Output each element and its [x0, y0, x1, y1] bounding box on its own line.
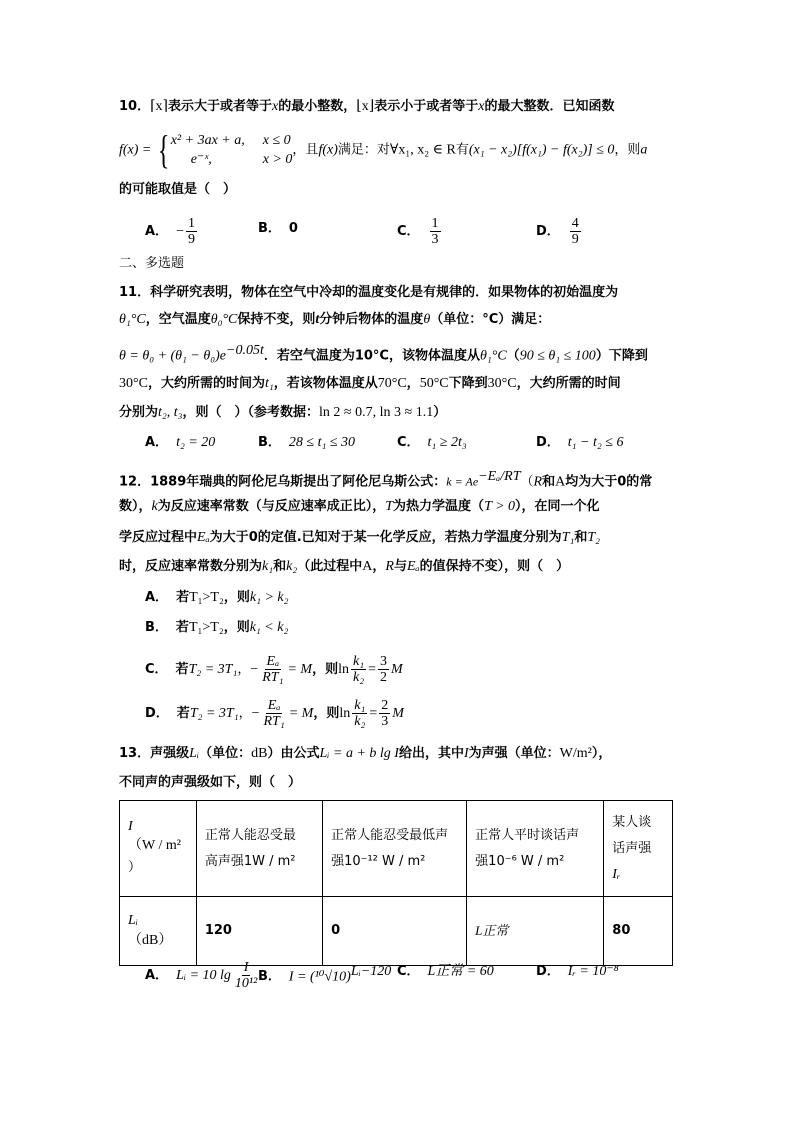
option-label: B． [258, 221, 281, 236]
ln: ln [339, 706, 351, 721]
text: 与 [393, 559, 407, 574]
sign: − [250, 662, 259, 677]
text: ）， [591, 746, 612, 761]
math-var: A [555, 474, 566, 490]
q13-option-d[interactable] [536, 962, 619, 982]
text: ，则 [312, 662, 339, 677]
sound-level-table [119, 800, 673, 966]
text: 的最小整数， [278, 99, 357, 114]
text: （ [520, 474, 534, 490]
numerator: 1 [431, 216, 439, 231]
text: ）由公式 [267, 746, 320, 761]
text: ） [128, 859, 142, 875]
q12-line4 [119, 557, 569, 577]
text: 高声强1W / m² [204, 853, 296, 869]
text: 强10⁻¹² W / m² [331, 853, 426, 869]
table-cell [604, 801, 673, 897]
fraction [352, 698, 367, 729]
math: 90 ≤ θ₁ ≤ 100 [519, 348, 596, 364]
text: ，则（ ）（参考数据： [182, 405, 320, 420]
q11-line3 [119, 341, 648, 366]
numerator: 3 [379, 654, 387, 669]
denominator: 3 [381, 714, 389, 729]
q12-option-c[interactable] [145, 654, 403, 685]
table-cell [323, 801, 467, 897]
q12-number: 12． [119, 474, 151, 490]
option-label: B． [258, 969, 281, 985]
math: θ₁°C [479, 348, 507, 364]
text: 声强级 [150, 746, 190, 761]
numerator: k₁ [352, 654, 365, 669]
q13-line2 [119, 773, 301, 793]
math-var: Lᵢ [189, 746, 200, 761]
denominator: 2 [379, 670, 387, 685]
numerator: k₁ [354, 698, 366, 713]
math-var: T₁ [561, 530, 575, 545]
math: f(x) [318, 142, 338, 158]
table-cell: 80 [604, 897, 673, 966]
unit: （W / m² [128, 837, 181, 853]
math-var: R [533, 474, 543, 490]
text: ，且 [292, 142, 319, 158]
text: 为反应速率常数（与反应速率成正比）， [157, 499, 386, 514]
q12-line2 [119, 497, 600, 517]
q11-line1 [119, 283, 618, 303]
exponent: Lᵢ−120 [350, 964, 392, 979]
math-var: a [640, 142, 648, 158]
sign: − [251, 706, 260, 721]
fraction [378, 654, 389, 685]
math: 30°C [119, 376, 148, 391]
section-heading: 二、多选题 [119, 256, 185, 271]
text: 正常人能忍受最 [204, 827, 296, 843]
text: ，若该物体温度从 [273, 376, 378, 391]
option-label: B． [258, 435, 281, 450]
numerator: Eₐ [266, 654, 280, 669]
option-label: A． [145, 435, 169, 450]
denominator: 9 [187, 232, 195, 247]
fraction [430, 216, 441, 247]
case2-expr: e⁻ˣ, [190, 152, 212, 167]
q11-line2 [119, 310, 550, 330]
text: 强10⁻⁶ W / m² [475, 853, 565, 869]
math-var: M [392, 706, 404, 721]
option-label: B． [145, 620, 168, 635]
text: ，则 [223, 620, 250, 635]
text: 和 [273, 559, 287, 574]
option-label: C． [397, 224, 420, 239]
q11-option-a[interactable] [145, 433, 215, 453]
q11-option-d[interactable] [536, 433, 623, 453]
q12-option-d[interactable] [145, 698, 404, 729]
text: 为大于 [209, 530, 249, 545]
q10-option-c[interactable] [397, 216, 443, 247]
text: 若 [175, 662, 189, 677]
math-var: x [272, 99, 279, 114]
sign: − [176, 224, 184, 239]
numerator: 2 [381, 698, 389, 713]
text: ， [237, 662, 251, 677]
option-label: A． [145, 590, 169, 605]
option-label: C． [397, 964, 420, 979]
text: ，空气温度 [145, 312, 211, 327]
unit: dB [251, 746, 268, 761]
q12-option-b[interactable] [145, 618, 288, 638]
option-label: D． [145, 706, 169, 721]
q12-line1 [119, 467, 652, 492]
q10-number: 10． [119, 99, 151, 114]
text: 的可能取值是（ ） [119, 182, 237, 197]
q11-line4 [119, 374, 621, 394]
table-cell [467, 801, 604, 897]
condition: T₁>T₂ [189, 590, 224, 605]
math: 50°C [419, 376, 449, 391]
condition: T₁>T₂ [188, 620, 224, 635]
denominator: RT₁ [263, 714, 285, 729]
text: ．若空气温度为10°C，该物体温度从 [263, 348, 480, 364]
case1-expr: x² + 3ax + a, [170, 133, 245, 148]
text: 表示小于或者等于 [374, 99, 479, 114]
text: 和 [542, 474, 556, 490]
exponent: −0.05t [226, 343, 264, 358]
numerator: 1 [187, 216, 195, 231]
text: ），在同一个化 [515, 499, 600, 514]
text: 为声强（单位： [468, 746, 560, 761]
ln: ln [338, 662, 349, 677]
math-var: k [151, 499, 158, 514]
text: 时，反应速率常数分别为 [119, 559, 263, 574]
text: 的常 [626, 474, 653, 490]
denominator: RT₁ [262, 670, 284, 685]
denominator: k₂ [352, 670, 365, 685]
text: 的值保持不变），则（ ） [419, 559, 570, 574]
option-label: D． [536, 964, 560, 979]
text: ， [372, 559, 386, 574]
option-text: t₂ = 20 [176, 435, 216, 450]
numerator: I [243, 960, 249, 975]
denominator: k₂ [354, 714, 366, 729]
text: ， [238, 706, 252, 721]
text: 正常人平时谈话声 [475, 827, 580, 843]
cases [171, 132, 293, 168]
denominator: 9 [571, 232, 579, 247]
math: T > 0 [484, 499, 516, 514]
math-var: θ [423, 312, 431, 327]
text: 为热力学温度（ [393, 499, 485, 514]
math: L正常 = 60 [427, 964, 494, 979]
text: ，则 [614, 142, 641, 158]
section-title [119, 254, 184, 274]
text: （单位：°C）满足： [430, 312, 551, 327]
q13-option-a[interactable] [145, 960, 261, 991]
fraction [260, 654, 285, 685]
case2-cond: x > 0 [262, 152, 293, 167]
text: 科学研究表明，物体在空气中冷却的温度变化是有规律的．如果物体的初始温度为 [150, 285, 619, 300]
text: 正常人能忍受最低声 [331, 827, 449, 843]
text: （此过程中 [297, 559, 363, 574]
equals: = [369, 706, 378, 721]
math-var: I [128, 818, 133, 834]
numerator: Eₐ [267, 698, 281, 713]
unit: W/m² [559, 746, 592, 761]
q10-line3 [119, 180, 236, 200]
q13-line1 [119, 744, 611, 764]
fraction [379, 698, 390, 729]
cooling-formula: θ = θ₀ + (θ₁ − θ₀)e [119, 348, 226, 364]
unit: （dB） [128, 933, 173, 948]
text: 分别为 [119, 405, 159, 420]
text: 若 [176, 706, 190, 721]
table-row-intensity [120, 801, 673, 897]
text: 不同声的声强级如下，则（ ） [119, 775, 302, 790]
option-label: C． [397, 435, 420, 450]
reference-data: ln 2 ≈ 0.7, ln 3 ≈ 1.1 [319, 405, 434, 420]
option-text: 0 [288, 221, 298, 236]
math-var: M [390, 662, 403, 677]
q11-option-b[interactable] [258, 433, 355, 453]
math-var: Eₐ [197, 530, 210, 545]
q13-option-b[interactable] [258, 962, 391, 987]
fraction [570, 216, 581, 247]
ceil-notation: ⌈x⌉ [150, 99, 169, 114]
table-cell: 0 [323, 897, 467, 966]
q10-option-b[interactable] [258, 219, 298, 239]
condition: T₂ = 3T₁ [188, 662, 238, 677]
math: t₁ [264, 376, 274, 391]
math-var: Lᵢ [128, 913, 139, 928]
arrhenius-formula: k = Ae [446, 474, 479, 489]
math-var: x [478, 99, 485, 114]
math-var: Iᵣ [612, 866, 621, 882]
q10-option-d[interactable] [536, 216, 583, 247]
option-text: t₁ − t₂ ≤ 6 [567, 435, 624, 450]
math-var: T₂ [587, 530, 601, 545]
text: ， [406, 376, 420, 391]
text: 0 [248, 530, 258, 545]
year: 1889 [150, 474, 187, 490]
q11-line5 [119, 403, 446, 423]
text: 年瑞典的阿伦尼乌斯提出了阿伦尼乌斯公式： [186, 474, 447, 490]
q10-line1 [119, 97, 614, 117]
denominator: 10¹² [234, 976, 258, 991]
q12-option-a[interactable] [145, 588, 288, 608]
option-label: A． [145, 968, 169, 983]
text: 保持不变，则 [237, 312, 316, 327]
text: 下降到 [448, 376, 488, 391]
text: ，大约所需的时间为 [147, 376, 265, 391]
text: 和 [574, 530, 588, 545]
math: θ₀°C [210, 312, 238, 327]
brace-icon: { [157, 127, 169, 172]
text: 的定值.已知对于某一化学反应，若热力学温度分别为 [257, 530, 562, 545]
text: ，则 [223, 590, 250, 605]
option-label: D． [536, 435, 560, 450]
table-cell: 120 [196, 897, 322, 966]
text: 话声强 [612, 840, 652, 856]
case1-cond: x ≤ 0 [262, 133, 291, 148]
text: 若 [176, 590, 190, 605]
option-label: C． [145, 662, 168, 677]
q13-option-c[interactable] [397, 962, 494, 982]
math: = M [288, 706, 314, 721]
text: 表示大于或者等于 [168, 99, 273, 114]
option-text: 28 ≤ t₁ ≤ 30 [288, 435, 356, 450]
math: θ₁°C [119, 312, 146, 327]
option-text: t₁ ≥ 2t₃ [427, 435, 467, 450]
option-label: A． [145, 224, 169, 239]
fraction [233, 960, 259, 991]
math: (x₁ − x₂)[f(x₁) − f(x₂)] ≤ 0 [468, 142, 615, 158]
math: I = (¹⁰√10) [288, 969, 351, 985]
math-var: I [463, 746, 469, 761]
condition: T₂ = 3T₁ [189, 706, 239, 721]
denominator: 3 [431, 232, 439, 247]
result: k₁ > k₂ [249, 590, 289, 605]
function-name: f(x) = [119, 142, 152, 158]
q13-number: 13． [119, 746, 151, 761]
q12-line3 [119, 528, 600, 548]
text: （单位： [199, 746, 252, 761]
math: Iᵣ = 10⁻⁸ [567, 964, 619, 979]
text: ）下降到 [595, 348, 648, 364]
q10-line2 [119, 127, 648, 172]
fraction [351, 654, 366, 685]
text: ，大约所需的时间 [516, 376, 621, 391]
result: k₁ < k₂ [249, 620, 289, 635]
text: ） [433, 405, 447, 420]
table-cell: L正常 [467, 897, 604, 966]
math-var: k₂ [286, 559, 298, 574]
math: t₂, t₃ [158, 405, 183, 420]
table-row-level [120, 897, 673, 966]
text: 满足：对 [337, 142, 390, 158]
formula: Lᵢ = a + b lg I [319, 746, 399, 761]
math-var: A [362, 559, 373, 574]
math: = M [287, 662, 313, 677]
math-var: t [315, 312, 320, 327]
text: （ [506, 348, 520, 364]
text: 学反应过程中 [119, 530, 198, 545]
text: 若 [175, 620, 189, 635]
text: 某人谈 [612, 814, 652, 830]
math-var: k₁ [262, 559, 274, 574]
text: ，则 [313, 706, 340, 721]
option-label: D． [536, 224, 560, 239]
fraction [186, 216, 197, 247]
math: 30°C [487, 376, 517, 391]
text: 有 [455, 142, 469, 158]
text: 的最大整数．已知函数 [484, 99, 615, 114]
piecewise-function [156, 127, 293, 172]
math-var: Eₐ [406, 559, 420, 574]
q11-number: 11． [119, 285, 151, 300]
table-cell [120, 897, 197, 966]
text: 0 [617, 474, 627, 490]
text: 数）， [119, 499, 152, 514]
q11-option-c[interactable] [397, 433, 467, 453]
fraction [262, 698, 287, 729]
text: 分钟后物体的温度 [319, 312, 424, 327]
text: 给出，其中 [398, 746, 464, 761]
math: 70°C [377, 376, 407, 391]
table-cell [196, 801, 322, 897]
q10-option-a[interactable] [145, 216, 199, 247]
table-cell [120, 801, 197, 897]
math: ∀x₁, x₂ ∈ R [389, 142, 456, 158]
math-var: T [385, 499, 394, 514]
math-var: R [385, 559, 394, 574]
text: 均为大于 [565, 474, 618, 490]
exponent: −Eₐ/RT [478, 469, 521, 484]
math: Lᵢ = 10 lg [176, 968, 231, 983]
floor-notation: ⌊x⌋ [356, 99, 375, 114]
equals: = [368, 662, 376, 677]
numerator: 4 [571, 216, 579, 231]
